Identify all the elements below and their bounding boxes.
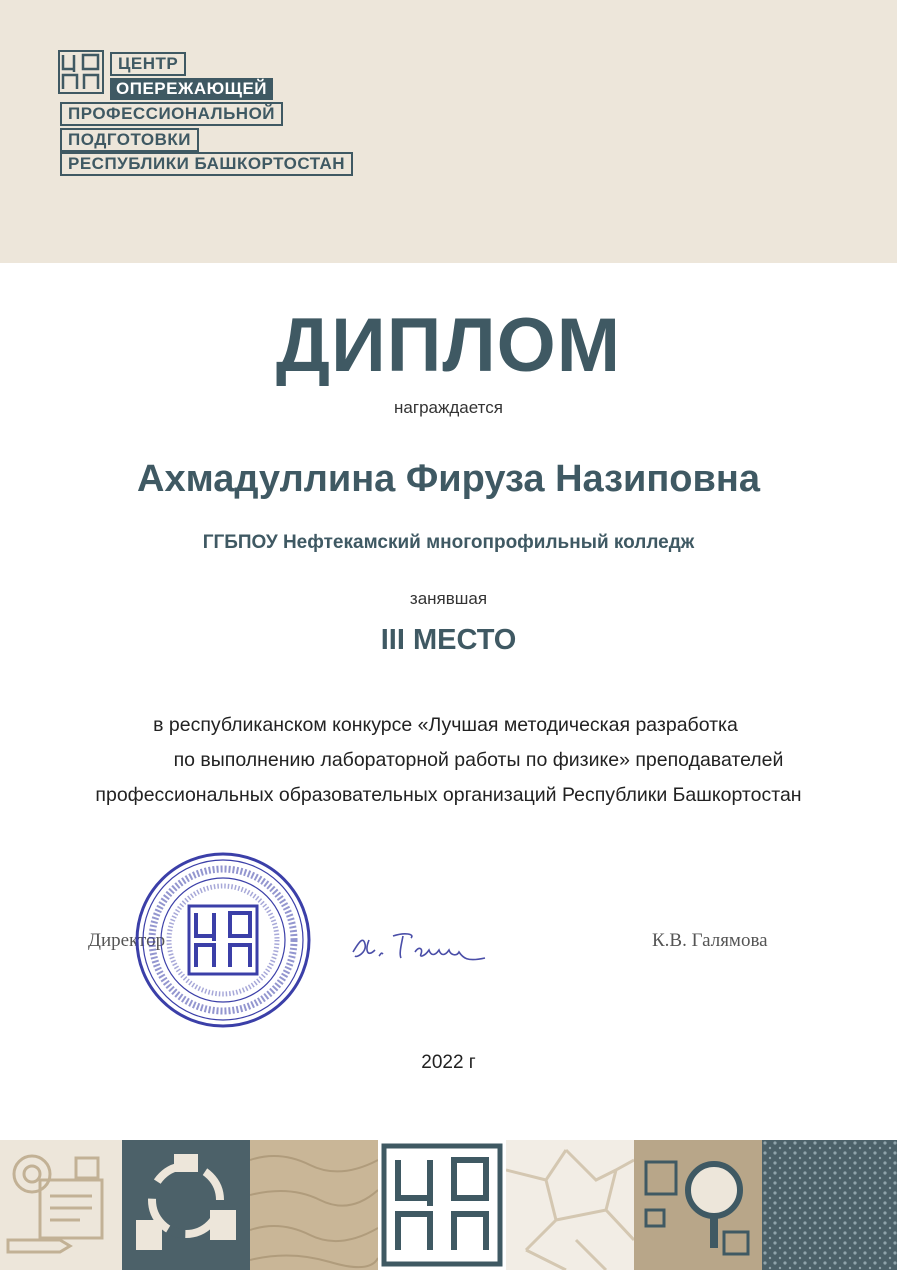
description-line-3: профессиональных образовательных организаций Республики Башкортостан [95, 784, 802, 806]
director-name: К.В. Галямова [652, 930, 768, 951]
description-line-1: в республиканском конкурсе «Лучшая методическая разработка [153, 714, 738, 736]
copp-logo-icon [378, 1140, 506, 1270]
recipient-name: Ахмадуллина Фируза Назиповна [137, 458, 760, 500]
logo-line-5: РЕСПУБЛИКИ БАШКОРТОСТАН [60, 152, 353, 176]
footer-tiles [0, 1140, 897, 1270]
contest-description [0, 708, 897, 813]
description-line-2: по выполнению лабораторной работы по физике» преподавателей [173, 749, 784, 771]
sand-pattern [250, 1140, 378, 1270]
hands-circle-icon [122, 1140, 250, 1270]
diploma-title: ДИПЛОМ [275, 303, 622, 388]
header-band [0, 0, 897, 263]
director-signature [345, 922, 495, 972]
logo-line-4: ПОДГОТОВКИ [60, 128, 199, 152]
gear-document-icon [0, 1140, 122, 1270]
place-text: III МЕСТО [380, 624, 517, 656]
director-position: Директор [88, 930, 166, 951]
organization-name: ГГБПОУ Нефтекамский многопрофильный колледж [202, 532, 695, 553]
copp-logo [58, 50, 378, 180]
year-text: 2022 г [421, 1052, 476, 1073]
logo-line-1: ЦЕНТР [110, 52, 186, 76]
dots-pattern [762, 1140, 897, 1270]
copp-logo-mark-icon [58, 50, 104, 94]
awarded-text: награждается [394, 398, 503, 417]
logo-line-3: ПРОФЕССИОНАЛЬНОЙ [60, 102, 283, 126]
crack-pattern [506, 1140, 634, 1270]
magnifier-icon [634, 1140, 762, 1270]
logo-line-2: ОПЕРЕЖАЮЩЕЙ [110, 78, 273, 100]
official-stamp-icon [133, 850, 313, 1030]
took-text: занявшая [409, 589, 488, 608]
